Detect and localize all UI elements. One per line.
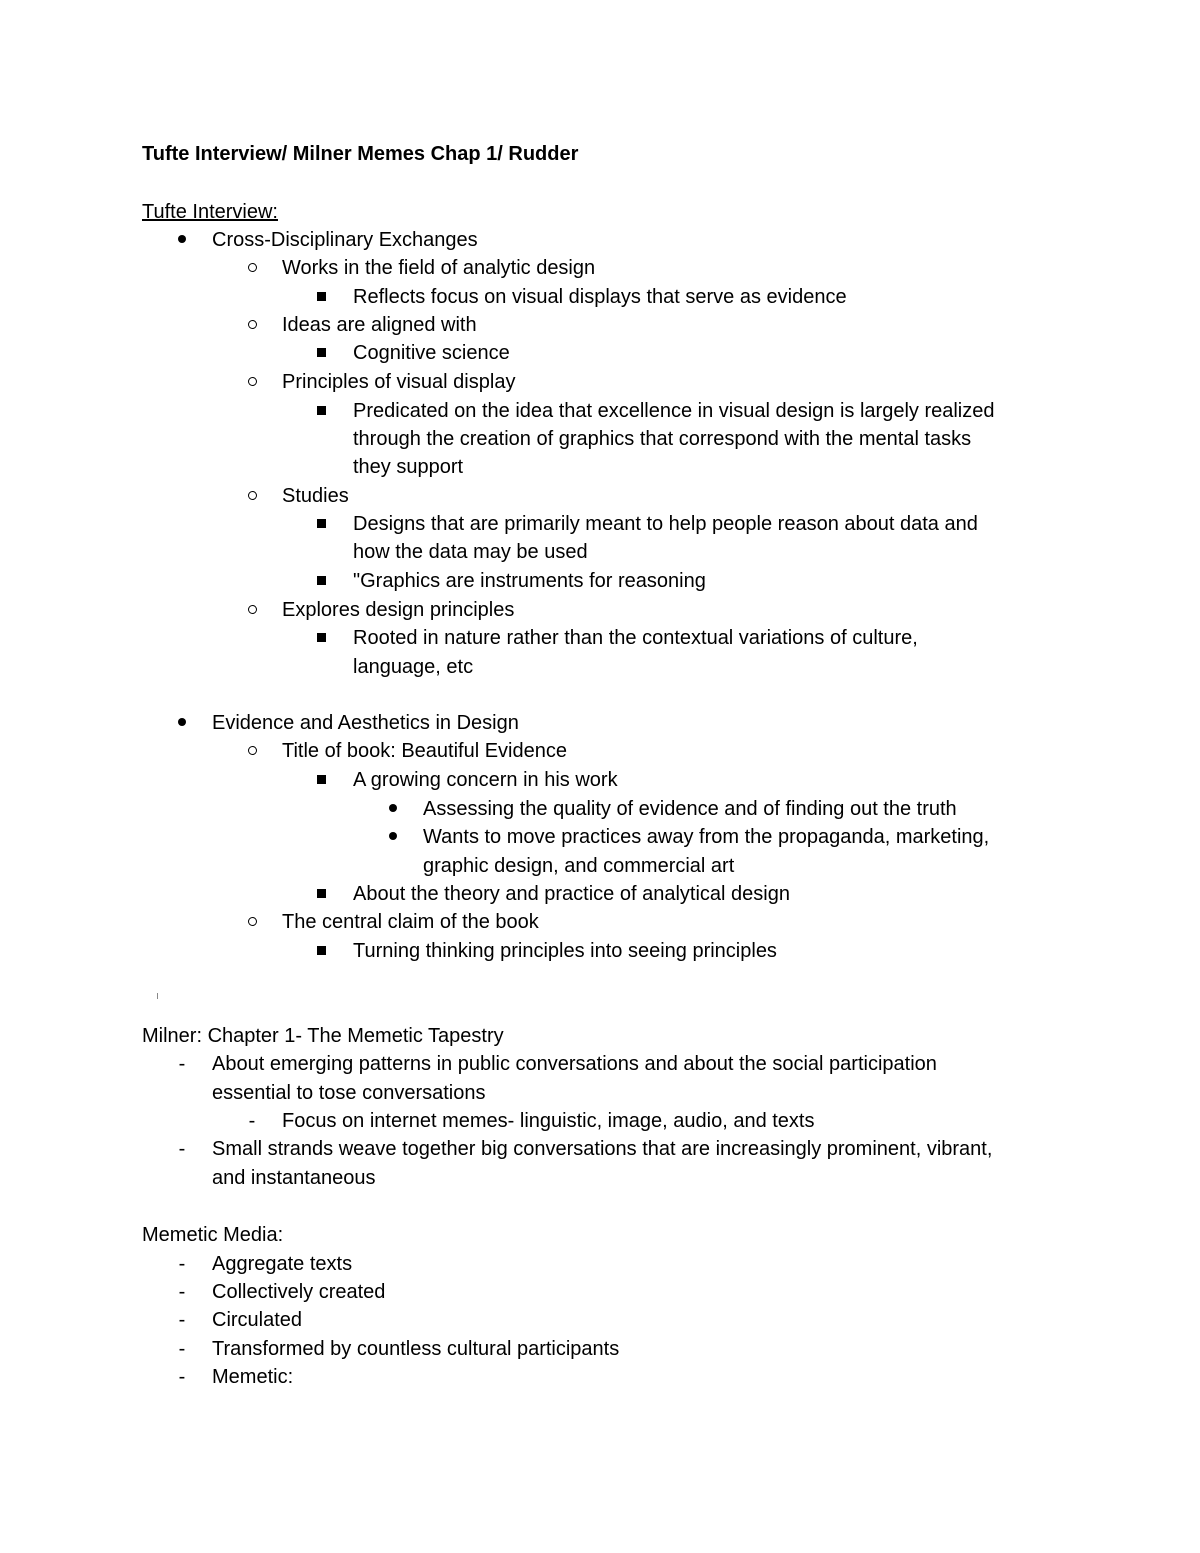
list-item: - Circulated xyxy=(212,1306,302,1334)
section-heading-memetic-media: Memetic Media: xyxy=(142,1224,284,1246)
bullet-square-icon xyxy=(311,339,331,367)
bullet-square-icon xyxy=(311,397,331,425)
dash-icon: - xyxy=(178,1053,186,1075)
list-item: Explores design principles xyxy=(282,596,514,624)
list-item: - Aggregate texts xyxy=(212,1250,352,1278)
list-item-continuation: graphic design, and commercial art xyxy=(423,855,735,877)
bullet-square-icon xyxy=(311,567,331,595)
bullet-square-icon xyxy=(311,624,331,652)
section-heading-tufte: Tufte Interview: xyxy=(142,201,278,223)
list-item-continuation: language, etc xyxy=(353,656,474,678)
list-item-continuation: they support xyxy=(353,456,464,478)
dash-icon: - xyxy=(178,1366,186,1388)
list-item: About the theory and practice of analytical design xyxy=(353,880,790,908)
dash-icon: - xyxy=(178,1281,186,1303)
list-item: "Graphics are instruments for reasoning xyxy=(353,567,706,595)
list-item-continuation: through the creation of graphics that correspond with the mental tasks xyxy=(353,428,972,450)
bullet-hollow-icon xyxy=(242,311,262,339)
list-item: Evidence and Aesthetics in Design xyxy=(212,709,519,737)
bullet-filled-icon xyxy=(172,709,192,737)
bullet-square-icon xyxy=(311,510,331,538)
list-item: Cross-Disciplinary Exchanges xyxy=(212,226,478,254)
list-item: Ideas are aligned with xyxy=(282,311,477,339)
document-title: Tufte Interview/ Milner Memes Chap 1/ Rudder xyxy=(142,143,579,165)
bullet-hollow-icon xyxy=(242,254,262,282)
stray-mark xyxy=(157,993,158,999)
list-item: Reflects focus on visual displays that serve as evidence xyxy=(353,283,847,311)
dash-icon: - xyxy=(248,1110,256,1132)
bullet-square-icon xyxy=(311,880,331,908)
list-item: Assessing the quality of evidence and of finding out the truth xyxy=(423,795,957,823)
list-item: Turning thinking principles into seeing principles xyxy=(353,937,777,965)
bullet-filled-icon xyxy=(383,823,403,851)
list-item: Predicated on the idea that excellence in visual design is largely realized xyxy=(353,397,995,425)
list-item: - Small strands weave together big conversations that are increasingly prominent, vibrant, xyxy=(212,1135,992,1163)
bullet-hollow-icon xyxy=(242,908,262,936)
list-item: - About emerging patterns in public conversations and about the social participation xyxy=(212,1050,937,1078)
list-item: Title of book: Beautiful Evidence xyxy=(282,737,567,765)
bullet-square-icon xyxy=(311,283,331,311)
list-item-continuation: essential to tose conversations xyxy=(212,1082,486,1104)
bullet-hollow-icon xyxy=(242,482,262,510)
list-item: Studies xyxy=(282,482,349,510)
dash-icon: - xyxy=(178,1138,186,1160)
list-item: Designs that are primarily meant to help people reason about data and xyxy=(353,510,978,538)
dash-icon: - xyxy=(178,1338,186,1360)
list-item-continuation: and instantaneous xyxy=(212,1167,376,1189)
bullet-hollow-icon xyxy=(242,737,262,765)
bullet-hollow-icon xyxy=(242,596,262,624)
bullet-hollow-icon xyxy=(242,368,262,396)
list-item: - Memetic: xyxy=(212,1363,293,1391)
dash-icon: - xyxy=(178,1253,186,1275)
list-item: Cognitive science xyxy=(353,339,510,367)
list-item: The central claim of the book xyxy=(282,908,539,936)
bullet-square-icon xyxy=(311,937,331,965)
list-item: Wants to move practices away from the propaganda, marketing, xyxy=(423,823,989,851)
bullet-filled-icon xyxy=(383,795,403,823)
dash-icon: - xyxy=(178,1309,186,1331)
list-item: - Transformed by countless cultural participants xyxy=(212,1335,619,1363)
list-item-continuation: how the data may be used xyxy=(353,541,588,563)
list-item: A growing concern in his work xyxy=(353,766,618,794)
bullet-square-icon xyxy=(311,766,331,794)
section-heading-milner: Milner: Chapter 1- The Memetic Tapestry xyxy=(142,1025,504,1047)
list-item: Rooted in nature rather than the contextual variations of culture, xyxy=(353,624,918,652)
bullet-filled-icon xyxy=(172,226,192,254)
list-item: - Collectively created xyxy=(212,1278,385,1306)
list-item: Works in the field of analytic design xyxy=(282,254,595,282)
list-item: Principles of visual display xyxy=(282,368,515,396)
list-item: - Focus on internet memes- linguistic, image, audio, and texts xyxy=(282,1107,814,1135)
